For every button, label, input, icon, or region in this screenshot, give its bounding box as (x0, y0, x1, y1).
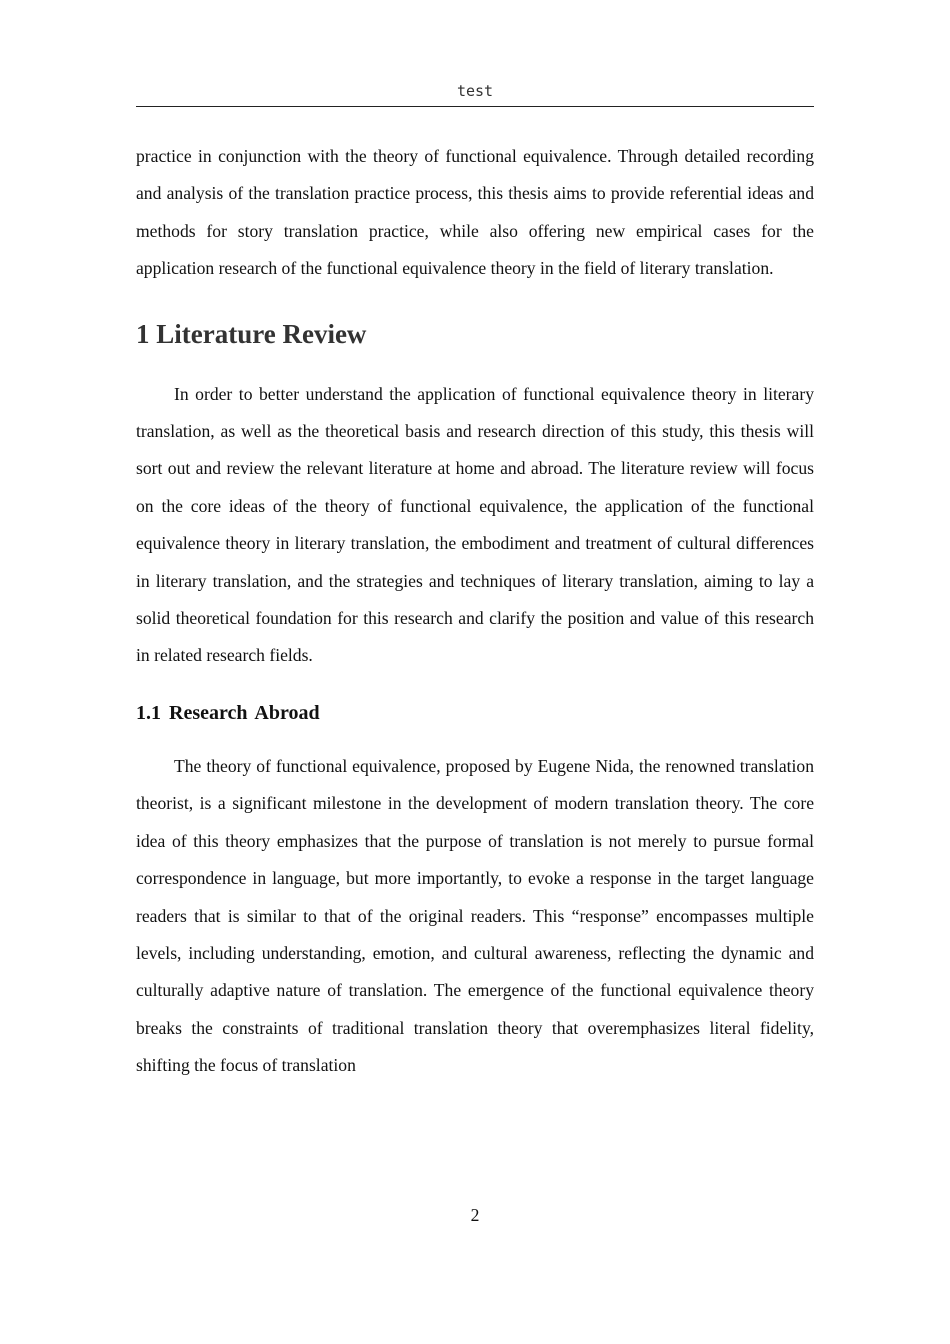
subsection-heading-research-abroad: 1.1 Research Abroad (136, 701, 320, 724)
page-body (136, 138, 814, 1085)
literature-review-paragraph: In order to better understand the application of functional equivalence theory in literary translation, as well as the theoretical basis and research direction of this study, this thesis will sort out and review the relevant literature at home and abroad. The literature review will focus on the core ideas of the theory of functional equivalence, the application of the functional equivalence theory in literary translation, the embodiment and treatment of cultural differences in literary translation, and the strategies and techniques of literary translation, aiming to lay a solid theoretical foundation for this research and clarify the position and value of this research in related research fields. (136, 383, 814, 666)
section-heading-literature-review: 1 Literature Review (136, 318, 367, 349)
page-number: 2 (470, 1205, 480, 1225)
research-abroad-paragraph: The theory of functional equivalence, proposed by Eugene Nida, the renowned translation theorist, is a significant milestone in the development of modern translation theory. The core idea of this theory emphasizes that the purpose of translation is not merely to pursue formal correspondence in language, but more importantly, to evoke a response in the target language readers that is similar to that of the original readers. This “response” encompasses multiple levels, including understanding, emotion, and cultural awareness, reflecting the dynamic and culturally adaptive nature of translation. The emergence of the functional equivalence theory breaks the constraints of traditional translation theory that overemphasizes literal fidelity, shifting the focus of translation (136, 755, 814, 1076)
intro-paragraph: practice in conjunction with the theory of functional equivalence. Through detailed recording and analysis of the translation practice process, this thesis aims to provide referential ideas and methods for story translation practice, while also offering new empirical cases for the application research of the functional equivalence theory in the field of literary translation. (136, 146, 814, 279)
running-header: test (136, 80, 814, 107)
